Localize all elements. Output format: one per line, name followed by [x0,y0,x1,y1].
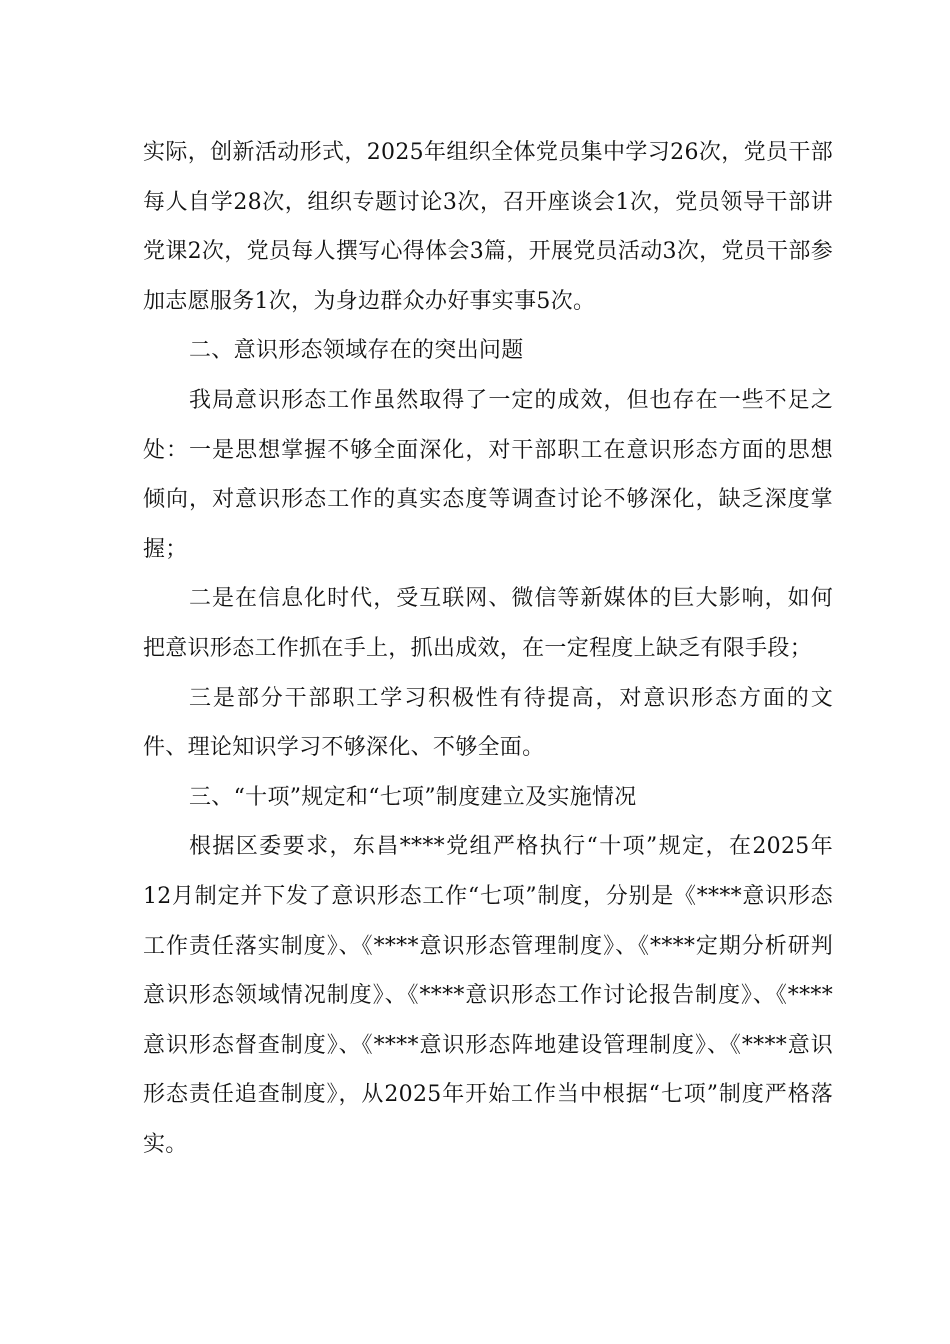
paragraph-continuation: 实际，创新活动形式，2025年组织全体党员集中学习26次，党员干部每人自学28次，组织专题讨论3次，召开座谈会1次，党员领导干部讲党课2次，党员每人撰写心得体会3篇，开展党员活动3次，党员干部参加志愿服务1次，为身边群众办好事实事5次。 [143,140,833,314]
paragraph-problem-one: 我局意识形态工作虽然取得了一定的成效，但也存在一些不足之处：一是思想掌握不够全面深化，对干部职工在意识形态方面的思想倾向，对意识形态工作的真实态度等调查讨论不够深化，缺乏深度掌握； [143,387,833,562]
paragraph-problem-two: 二是在信息化时代，受互联网、微信等新媒体的巨大影响，如何把意识形态工作抓在手上，抓出成效，在一定程度上缺乏有限手段； [143,586,833,661]
section-heading-two: 二、意识形态领域存在的突出问题 [189,338,524,364]
section-heading-three: 三、“十项”规定和“七项”制度建立及实施情况 [189,784,637,810]
paragraph-problem-three: 三是部分干部职工学习积极性有待提高，对意识形态方面的文件、理论知识学习不够深化、不够全面。 [143,685,833,761]
paragraph-regulations: 根据区委要求，东昌****党组严格执行“十项”规定，在2025年12月制定并下发了意识形态工作“七项”制度，分别是《****意识形态工作责任落实制度》、《****意识形态管理制度》、《****定期分析研判意识形态领域情况制度》、《****意识形态工作讨论报告制度》、《****意识形态督查制度》、《****意识形态阵地建设管理制度》、《****意识形态责任追查制度》，从2025年开始工作当中根据“七项”制度严格落实。 [143,834,833,1157]
document-body [143,128,833,1169]
